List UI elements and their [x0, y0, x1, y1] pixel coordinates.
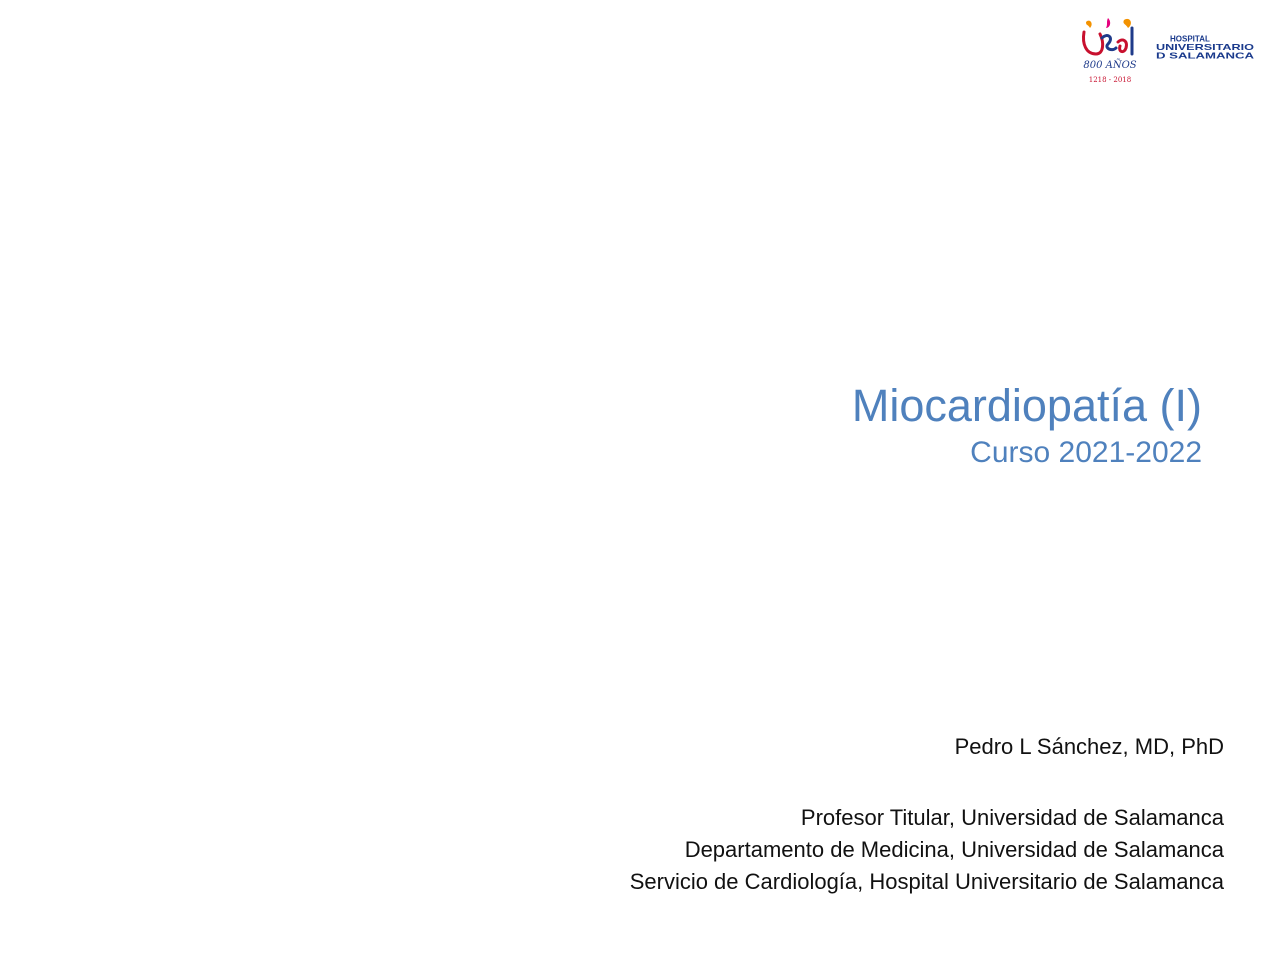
hospital-logo-line1: HOSPITAL: [1170, 34, 1210, 44]
author-block: [630, 730, 1224, 898]
slide-title: Miocardiopatía (I): [851, 380, 1202, 431]
usal-logo-years-text: 800 AÑOS: [1083, 60, 1137, 71]
affiliations-list: [630, 802, 1224, 898]
usal-logo-dates-text: 1218 - 2018: [1088, 76, 1132, 84]
hospital-universitario-salamanca-logo: [1156, 34, 1256, 60]
affiliation-item: Departamento de Medicina, Universidad de Salamanca: [684, 837, 1224, 862]
affiliation-item: Servicio de Cardiología, Hospital Universitario de Salamanca: [629, 869, 1224, 894]
title-block: [852, 378, 1202, 472]
hospital-logo-line3: D SALAMANCA: [1156, 51, 1255, 60]
slide-subtitle: Curso 2021-2022: [970, 436, 1202, 469]
author-name: Pedro L Sánchez, MD, PhD: [954, 734, 1224, 759]
hospital-logo-line2: UNIVERSITARIO: [1156, 43, 1255, 52]
affiliation-item: Profesor Titular, Universidad de Salamanca: [800, 805, 1224, 830]
usal-800-anos-logo: [1078, 16, 1142, 88]
